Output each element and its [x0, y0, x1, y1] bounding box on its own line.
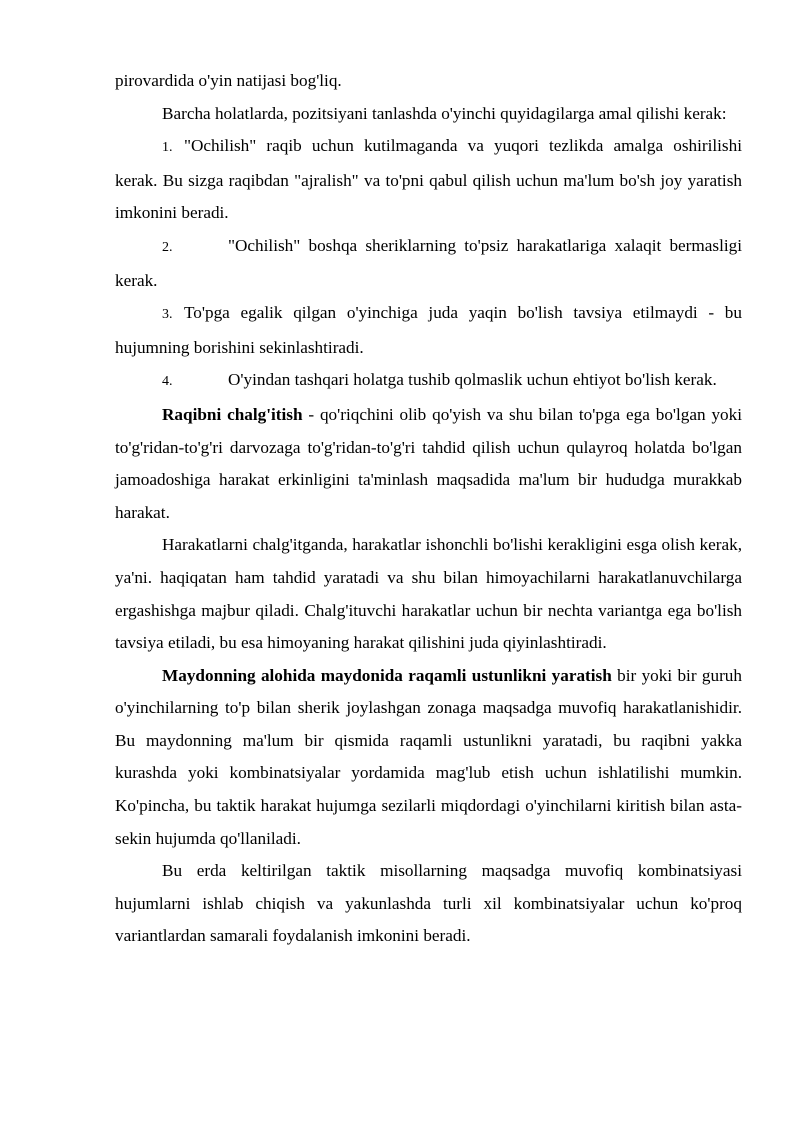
- term-heading: Raqibni chalg'itish: [162, 404, 303, 424]
- term-definition: - qo'riqchini olib qo'yish va shu bilan to'pga ega bo'lgan yoki to'g'ridan-to'g'ri darvozaga to'g'ridan-to'g'ri tahdid qilish uchun qulayroq holatda bo'lgan jamoadoshiga harakat erkinligini ta'minlash maqsadida ma'lum bir hududga murakkab harakat.: [115, 404, 742, 522]
- paragraph-distraction-notes: Harakatlarni chalg'itganda, harakatlar ishonchli bo'lishi kerakligini esga olish kerak, ya'ni. haqiqatan ham tahdid yaratadi va shu bilan himoyachilarni harakatlanuvchilarga ergashishga majbur qiladi. Chalg'ituvchi harakatlar uchun bir nechta variantga ega bo'lish tavsiya etiladi, bu esa himoyaning harakat qilishini juda qiyinlashtiradi.: [115, 535, 742, 653]
- paragraph-continuation: pirovardida o'yin natijasi bog'liq.: [115, 71, 342, 90]
- list-item-number: 2.: [162, 239, 173, 255]
- paragraph-conclusion: Bu erda keltirilgan taktik misollarning maqsadga muvofiq kombinatsiyasi hujumlarni ishlab chiqish va yakunlashda turli xil kombinatsiyalar uchun ko'proq variantlardan samarali foydalanish imkonini beradi.: [115, 861, 742, 946]
- list-item: [115, 230, 742, 297]
- term-heading: Maydonning alohida maydonida raqamli ustunlikni yaratish: [162, 665, 612, 685]
- list-item-text: O'yindan tashqari holatga tushib qolmaslik uchun ehtiyot bo'lish kerak.: [228, 370, 717, 390]
- list-item-text: "Ochilish" raqib uchun kutilmaganda va yuqori tezlikda amalga oshirilishi kerak. Bu sizga raqibdan "ajralish" va to'pni qabul qilish uchun ma'lum bo'sh joy yaratish imkonini beradi.: [115, 136, 742, 223]
- list-item-number: 4.: [162, 374, 173, 390]
- list-item-number: 3.: [162, 307, 173, 323]
- paragraph-intro: Barcha holatlarda, pozitsiyani tanlashda o'yinchi quyidagilarga amal qilishi kerak:: [162, 103, 727, 123]
- paragraph-numerical-superiority: [115, 660, 742, 856]
- list-item-text: "Ochilish" boshqa sheriklarning to'psiz harakatlariga xalaqit bermasligi kerak.: [115, 235, 742, 290]
- list-item: [115, 130, 742, 230]
- term-definition: bir yoki bir guruh o'yinchilarning to'p bilan sherik joylashgan zonaga maqsadga muvofiq harakatlanishidir. Bu maydonning ma'lum bir qismida raqamli ustunlikni yaratadi, bu raqibni yakka kurashda yoki kombinatsiyalar yordamida mag'lub etish uchun ishlatilishi mumkin. Ko'pincha, bu taktik harakat hujumga sezilarli miqdordagi o'yinchilarni kiritish bilan asta-sekin hujumda qo'llaniladi.: [115, 665, 742, 848]
- list-item-text: To'pga egalik qilgan o'yinchiga juda yaqin bo'lish tavsiya etilmaydi - bu hujumning borishini sekinlashtiradi.: [115, 303, 742, 357]
- list-item: [115, 364, 742, 399]
- list-item: [115, 297, 742, 364]
- paragraph-distraction: [115, 399, 742, 529]
- list-item-number: 1.: [162, 140, 173, 156]
